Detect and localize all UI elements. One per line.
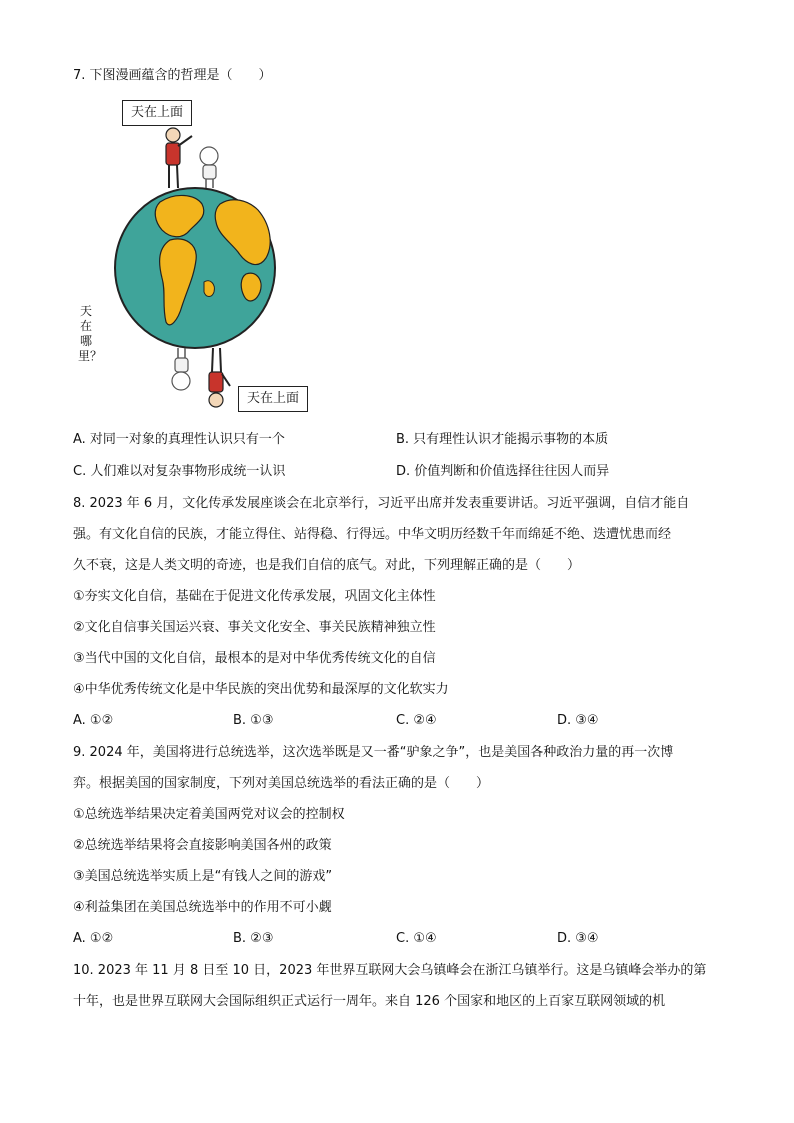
- speech-bubble-top: 天在上面: [122, 100, 192, 126]
- q9-option-b: B. ②③: [233, 931, 274, 946]
- q8-stem-line: 久不衰，这是人类文明的奇迹，也是我们自信的底气。对此，下列理解正确的是（ ）: [73, 558, 581, 573]
- q9-stem-line: 弈。根据美国的国家制度，下列对美国总统选举的看法正确的是（ ）: [73, 776, 490, 791]
- q9-statement: ④利益集团在美国总统选举中的作用不可小觑: [73, 900, 332, 915]
- bottom-child-icon: [172, 348, 190, 390]
- globe-icon: [115, 188, 275, 348]
- top-child-icon: [200, 147, 218, 188]
- cartoon-figure: [70, 92, 370, 422]
- q8-statement: ④中华优秀传统文化是中华民族的突出优势和最深厚的文化软实力: [73, 682, 449, 697]
- q8-option-c: C. ②④: [396, 713, 437, 728]
- q7-stem: 7. 下图漫画蕴含的哲理是（ ）: [73, 68, 272, 83]
- q10-stem-line: 十年，也是世界互联网大会国际组织正式运行一周年。来自 126 个国家和地区的上百家互联网领域的机: [73, 994, 666, 1009]
- q8-statement: ②文化自信事关国运兴衰、事关文化安全、事关民族精神独立性: [73, 620, 436, 635]
- q7-option-a: A. 对同一对象的真理性认识只有一个: [73, 432, 285, 447]
- top-person-icon: [166, 128, 192, 188]
- q8-stem-line: 8. 2023 年 6 月，文化传承发展座谈会在北京举行，习近平出席并发表重要讲话。习近平强调，自信才能自: [73, 496, 690, 511]
- q9-option-c: C. ①④: [396, 931, 437, 946]
- q10-stem-line: 10. 2023 年 11 月 8 日至 10 日，2023 年世界互联网大会乌镇峰会在浙江乌镇举行。这是乌镇峰会举办的第: [73, 963, 707, 978]
- q8-option-a: A. ①②: [73, 713, 114, 728]
- q8-statement: ①夯实文化自信，基础在于促进文化传承发展，巩固文化主体性: [73, 589, 436, 604]
- speech-bubble-bottom: 天在上面: [238, 386, 308, 412]
- q8-statement: ③当代中国的文化自信，最根本的是对中华优秀传统文化的自信: [73, 651, 436, 666]
- q7-option-c: C. 人们难以对复杂事物形成统一认识: [73, 464, 286, 479]
- side-question-text: 天在哪里？: [78, 304, 103, 363]
- q7-option-b: B. 只有理性认识才能揭示事物的本质: [396, 432, 609, 447]
- q9-stem-line: 9. 2024 年，美国将进行总统选举，这次选举既是又一番“驴象之争”，也是美国各种政治力量的再一次博: [73, 745, 674, 760]
- q9-statement: ①总统选举结果决定着美国两党对议会的控制权: [73, 807, 345, 822]
- q9-option-d: D. ③④: [557, 931, 599, 946]
- q7-option-d: D. 价值判断和价值选择往往因人而异: [396, 464, 610, 479]
- q9-option-a: A. ①②: [73, 931, 114, 946]
- q8-stem-line: 强。有文化自信的民族，才能立得住、站得稳、行得远。中华文明历经数千年而绵延不绝、迭遭忧患而经: [73, 527, 672, 542]
- bottom-person-icon: [209, 348, 230, 407]
- q8-option-d: D. ③④: [557, 713, 599, 728]
- q9-statement: ③美国总统选举实质上是“有钱人之间的游戏”: [73, 869, 333, 884]
- globe-cartoon-image: [70, 92, 370, 422]
- q9-statement: ②总统选举结果将会直接影响美国各州的政策: [73, 838, 332, 853]
- q8-option-b: B. ①③: [233, 713, 274, 728]
